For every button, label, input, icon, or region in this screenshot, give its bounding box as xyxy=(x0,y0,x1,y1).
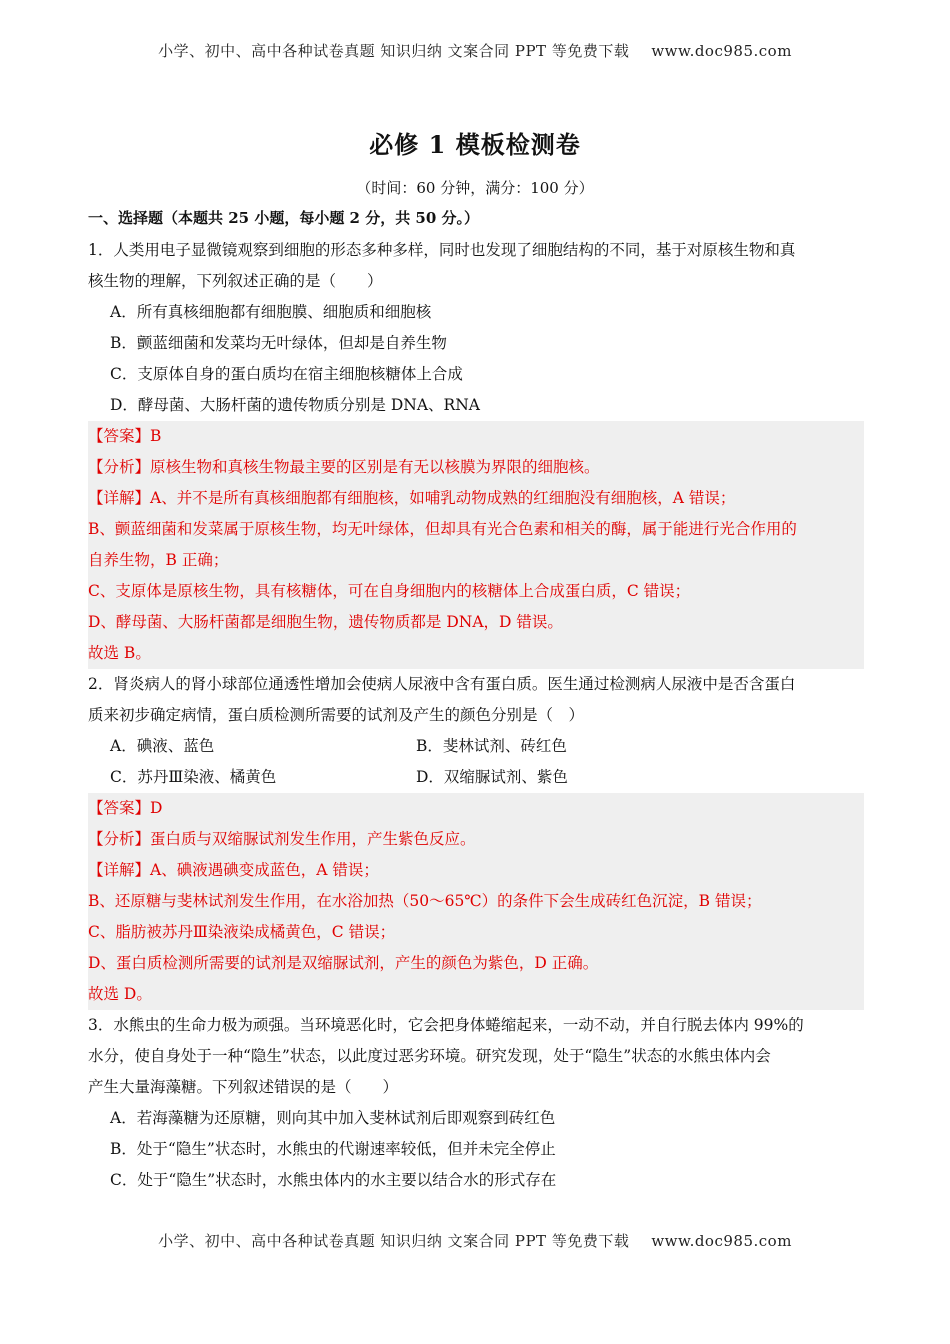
option-row xyxy=(88,731,864,762)
answer-block xyxy=(88,793,864,1010)
explanation-line: D、蛋白质检测所需要的试剂是双缩脲试剂，产生的颜色为紫色，D 正确。 xyxy=(88,954,599,972)
analysis-line: 【分析】蛋白质与双缩脲试剂发生作用，产生紫色反应。 xyxy=(88,830,476,848)
option-b: B．斐林试剂、砖红色 xyxy=(416,737,567,755)
section-heading: 一、选择题（本题共 25 小题，每小题 2 分，共 50 分。） xyxy=(88,209,480,227)
header-text: 小学、初中、高中各种试卷真题 知识归纳 文案合同 PPT 等免费下载 xyxy=(158,42,630,60)
analysis-line: 【分析】原核生物和真核生物最主要的区别是有无以核膜为界限的细胞核。 xyxy=(88,458,600,476)
conclusion-line: 故选 D。 xyxy=(88,985,152,1003)
explanation-line: 【详解】A、并不是所有真核细胞都有细胞核，如哺乳动物成熟的红细胞没有细胞核，A 错误； xyxy=(88,489,736,507)
option-a: A．碘液、蓝色 xyxy=(110,737,215,755)
option-c: C．处于“隐生”状态时，水熊虫体内的水主要以结合水的形式存在 xyxy=(110,1171,557,1189)
explanation-line: C、脂肪被苏丹Ⅲ染液染成橘黄色，C 错误； xyxy=(88,923,396,941)
option-d: D．酵母菌、大肠杆菌的遗传物质分别是 DNA、RNA xyxy=(110,396,480,414)
answer-line: 【答案】D xyxy=(88,799,163,817)
option-d: D．双缩脲试剂、紫色 xyxy=(416,768,568,786)
explanation-line: 【详解】A、碘液遇碘变成蓝色，A 错误； xyxy=(88,861,379,879)
question-stem-line: 3．水熊虫的生命力极为顽强。当环境恶化时，它会把身体蜷缩起来，一动不动，并自行脱去体内 99%的 xyxy=(88,1016,804,1034)
option-b: B．颤蓝细菌和发菜均无叶绿体，但却是自养生物 xyxy=(110,334,447,352)
option-c: C．苏丹Ⅲ染液、橘黄色 xyxy=(110,768,277,786)
question-list xyxy=(88,235,864,1196)
explanation-line: C、支原体是原核生物，具有核糖体，可在自身细胞内的核糖体上合成蛋白质，C 错误； xyxy=(88,582,691,600)
question-stem-line: 水分，使自身处于一种“隐生”状态，以此度过恶劣环境。研究发现，处于“隐生”状态的水熊虫体内会 xyxy=(88,1047,771,1065)
explanation-line: B、还原糖与斐林试剂发生作用，在水浴加热（50～65℃）的条件下会生成砖红色沉淀，B 错误； xyxy=(88,892,762,910)
explanation-line: 自养生物，B 正确； xyxy=(88,551,229,569)
question-stem-line: 1．人类用电子显微镜观察到细胞的形态多种多样，同时也发现了细胞结构的不同，基于对原核生物和真 xyxy=(88,241,796,259)
page-footer xyxy=(0,1230,950,1251)
option-a: A．所有真核细胞都有细胞膜、细胞质和细胞核 xyxy=(110,303,432,321)
page-title: 必修 1 模板检测卷 xyxy=(369,130,581,159)
explanation-line: D、酵母菌、大肠杆菌都是细胞生物，遗传物质都是 DNA，D 错误。 xyxy=(88,613,563,631)
question-stem-line: 核生物的理解，下列叙述正确的是（ ） xyxy=(88,272,383,290)
answer-block xyxy=(88,421,864,669)
option-b: B．处于“隐生”状态时，水熊虫的代谢速率较低，但并未完全停止 xyxy=(110,1140,556,1158)
answer-line: 【答案】B xyxy=(88,427,162,445)
option-c: C．支原体自身的蛋白质均在宿主细胞核糖体上合成 xyxy=(110,365,463,383)
question-stem-line: 2．肾炎病人的肾小球部位通透性增加会使病人尿液中含有蛋白质。医生通过检测病人尿液中是否含蛋白 xyxy=(88,675,796,693)
footer-text: 小学、初中、高中各种试卷真题 知识归纳 文案合同 PPT 等免费下载 xyxy=(158,1232,630,1250)
conclusion-line: 故选 B。 xyxy=(88,644,151,662)
question-2 xyxy=(88,669,864,1010)
page-header xyxy=(0,40,950,61)
question-1 xyxy=(88,235,864,669)
option-row xyxy=(88,762,864,793)
option-a: A．若海藻糖为还原糖，则向其中加入斐林试剂后即观察到砖红色 xyxy=(110,1109,556,1127)
header-url[interactable]: www.doc985.com xyxy=(651,42,792,60)
question-stem-line: 产生大量海藻糖。下列叙述错误的是（ ） xyxy=(88,1078,399,1096)
explanation-line: B、颤蓝细菌和发菜属于原核生物，均无叶绿体，但却具有光合色素和相关的酶，属于能进行光合作用的 xyxy=(88,520,797,538)
question-stem-line: 质来初步确定病情，蛋白质检测所需要的试剂及产生的颜色分别是（ ） xyxy=(88,706,585,724)
exam-info: （时间：60 分钟，满分：100 分） xyxy=(356,179,594,197)
question-3 xyxy=(88,1010,864,1196)
footer-url[interactable]: www.doc985.com xyxy=(651,1232,792,1250)
